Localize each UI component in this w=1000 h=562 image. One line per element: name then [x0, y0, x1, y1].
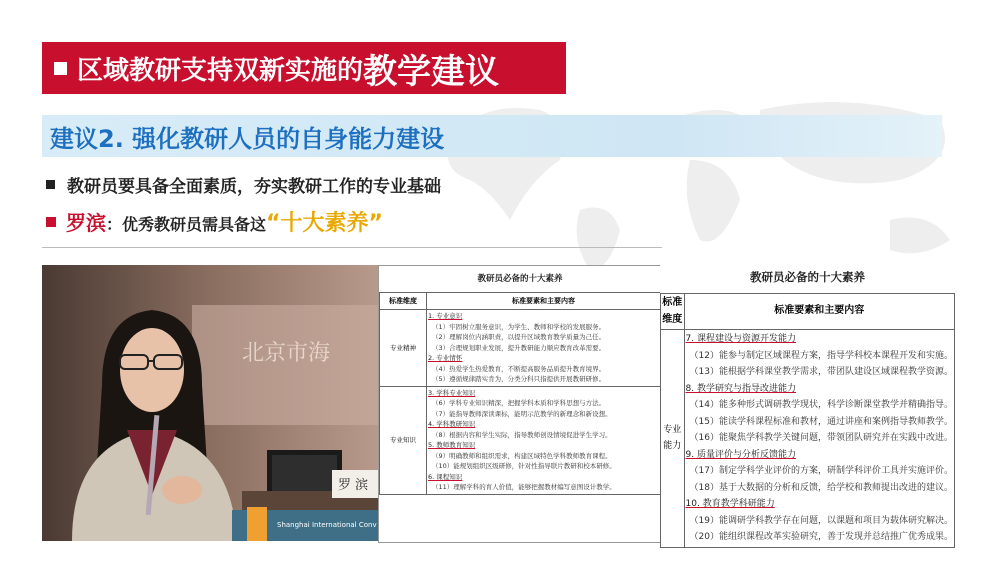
list-item: 5. 教师教育知识: [428, 441, 476, 449]
slide-title-part1: 区域教研支持双新实施的: [77, 55, 364, 86]
list-item: （6）学科专业知识精深，把握学科本质和学科思想与方法。: [432, 399, 606, 407]
speaker-photo: [42, 265, 378, 541]
slide-title-part2: 教学建议: [363, 51, 500, 92]
list-item: 8. 教学研究与指导改进能力: [685, 383, 796, 394]
speaker-illustration: [42, 265, 378, 541]
table1-group-content: [427, 310, 661, 387]
table1-group-name: 专业精神: [380, 310, 427, 387]
list-item: 3. 学科专业知识: [428, 388, 476, 397]
list-item: （18）基于大数据的分析和反馈，给学校和教师提出改进的建议。: [689, 482, 953, 493]
bullet-square-red-icon: [46, 217, 56, 227]
table1-group-name: 专业知识: [380, 386, 427, 494]
list-item: （1）牢固树立服务意识，为学生、教师和学校的发展服务。: [432, 322, 606, 331]
table1-header-row: [380, 293, 661, 310]
table2-title: 教研员必备的十大素养: [750, 270, 865, 284]
table1-group-row: [380, 386, 661, 494]
list-item: 4. 学科教研知识: [428, 420, 476, 428]
world-map-background: [420, 80, 1000, 280]
bullet-point-2: [46, 206, 383, 237]
bullet-2-text: 优秀教研员需具备这: [122, 215, 267, 234]
list-item: （17）制定学科学业评价的方案，研制学科评价工具并实施评价。: [689, 466, 953, 476]
table1-col2-header: 标准要素和主要内容: [427, 293, 661, 310]
photo-sign-text: Shanghai International Conv: [277, 521, 377, 529]
table1-grid: [379, 292, 661, 495]
list-item: 2. 专业情怀: [428, 354, 463, 362]
list-item: 7. 课程建设与资源开发能力: [685, 334, 796, 344]
list-item: （11）理解学科的育人价值，能够把握教材编写意图设计教学。: [432, 483, 616, 491]
title-square-bullet: [54, 62, 67, 75]
photo-nameplate: 罗 滨: [338, 478, 369, 493]
list-item: （3）合理规划职业发展，提升教研能力顺应教育改革需要。: [432, 343, 606, 352]
competency-table-1: [378, 265, 662, 543]
table2-col2-header: 标准要素和主要内容: [684, 294, 954, 330]
table1-title: 教研员必备的十大素养: [477, 274, 563, 284]
list-item: 6. 课程知识: [428, 472, 463, 481]
list-item: （9）明确教师和组织需求，构建区域特色学科教师教育课程。: [432, 451, 612, 460]
bullet-2-sep: ：: [106, 215, 123, 234]
bullet-1-text: 教研员要具备全面素质，夯实教研工作的专业基础: [67, 177, 441, 197]
list-item: 9. 质量评价与分析反馈能力: [685, 449, 796, 460]
table1-group-content: [427, 386, 661, 494]
table1-group-row: [380, 310, 661, 387]
list-item: （2）理解岗位内涵职责，以提升区域教育教学质量为己任。: [432, 333, 606, 341]
list-item: （19）能调研学科教学存在问题，以课题和项目为载体研究解决。: [689, 515, 953, 526]
list-item: （12）能参与制定区域课程方案，指导学科校本课程开发和实施。: [689, 350, 953, 361]
table2-group-name: 专业能力: [661, 330, 685, 548]
list-item: （8）根据内容和学生实际，指导教师创设情境促进学生学习。: [432, 430, 612, 439]
list-item: （5）遵循规律踏实肯为，分类分科只指提供开展教研研修。: [432, 375, 606, 383]
list-item: （15）能读学科课程标准和教材，通过讲座和案例指导教师教学。: [689, 416, 953, 427]
competency-table-2: [660, 265, 955, 543]
list-item: 10. 教育教学科研能力: [685, 499, 775, 509]
bullet-2-highlight: “十大素养”: [266, 211, 383, 236]
list-item: （16）能聚焦学科教学关键问题，带领团队研究并在实践中改进。: [689, 433, 953, 443]
list-item: （14）能多种形式调研教学现状，科学诊断课堂教学并精确指导。: [689, 400, 953, 410]
subtitle-bar: [42, 115, 942, 157]
slide-title-bar: [42, 42, 566, 94]
list-item: （20）能组织课程改革实验研究，善于发现并总结推广优秀成果。: [689, 532, 953, 542]
table1-col1-header: 标准维度: [380, 293, 427, 310]
list-item: 1. 专业意识: [428, 312, 463, 320]
divider-line: [42, 247, 662, 248]
bullet-2-name: 罗滨: [66, 211, 106, 235]
bullet-point-1: [46, 172, 441, 197]
table2-group-row: [661, 330, 955, 548]
bullet-square-icon: [46, 180, 55, 189]
photo-banner-text: 北京市海: [242, 341, 331, 366]
table2-group-content: [684, 330, 954, 548]
table2-grid: [660, 293, 955, 548]
list-item: （10）能规划组织区级研修，针对性指导联片教研和校本研修。: [432, 462, 616, 470]
subtitle: 建议2. 强化教研人员的自身能力建设: [50, 124, 445, 153]
list-item: （4）热爱学生热爱教育，不断提高服务品质提升教育境界。: [432, 364, 606, 373]
table2-header-row: [661, 294, 955, 330]
table2-col1-header: 标准维度: [661, 294, 685, 330]
list-item: （13）能根据学科课堂教学需求，带团队建设区域课程教学资源。: [689, 367, 953, 377]
list-item: （7）能指导教师深读课标，能明示范教学的新理念和新设想。: [432, 409, 612, 418]
